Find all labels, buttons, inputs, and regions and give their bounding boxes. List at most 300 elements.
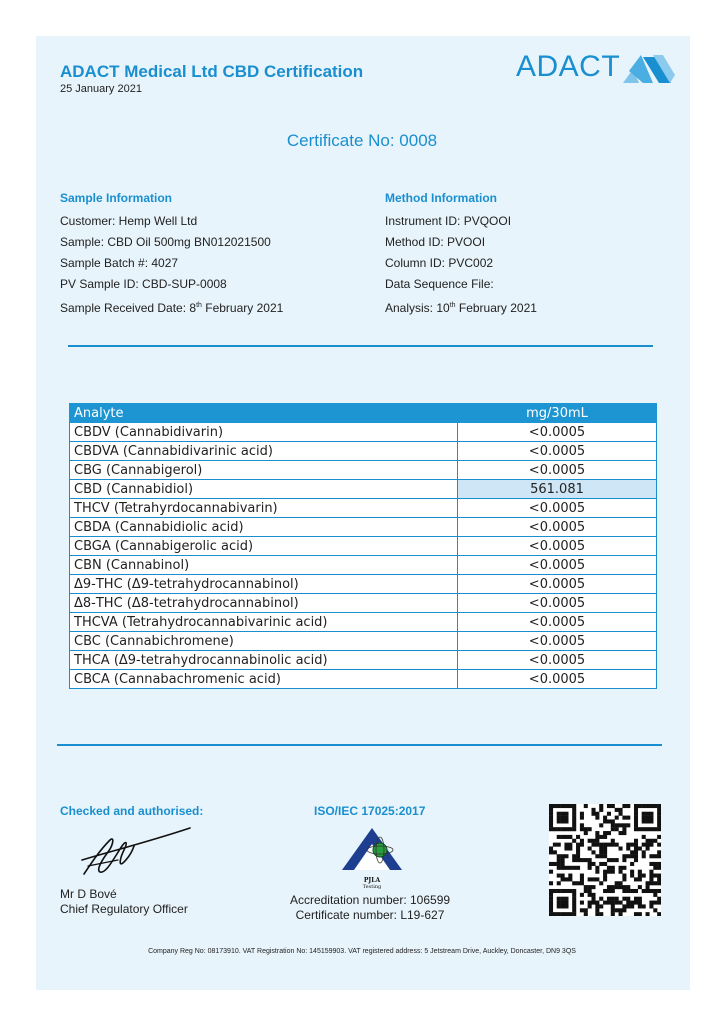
- qr-module: [549, 862, 553, 866]
- qr-module: [615, 908, 619, 912]
- qr-module: [619, 808, 623, 812]
- qr-module: [634, 804, 638, 808]
- qr-module: [564, 843, 568, 847]
- qr-module: [649, 862, 653, 866]
- qr-module: [622, 831, 626, 835]
- qr-module: [584, 827, 588, 831]
- batch-line: Sample Batch #: 4027: [60, 256, 179, 270]
- qr-module: [626, 843, 630, 847]
- table-row: [70, 499, 657, 518]
- qr-module: [611, 839, 615, 843]
- qr-module: [595, 839, 599, 843]
- qr-module: [657, 808, 661, 812]
- qr-module: [564, 897, 568, 901]
- qr-module: [630, 889, 634, 893]
- qr-module: [595, 866, 599, 870]
- qr-module: [549, 893, 553, 897]
- checked-heading: Checked and authorised:: [60, 804, 204, 818]
- qr-module: [657, 862, 661, 866]
- pv-sample-id-line: PV Sample ID: CBD-SUP-0008: [60, 277, 227, 291]
- qr-module: [549, 850, 553, 854]
- qr-module: [549, 908, 553, 912]
- qr-module: [564, 846, 568, 850]
- qr-module: [561, 912, 565, 916]
- qr-module: [653, 881, 657, 885]
- qr-module: [626, 901, 630, 905]
- table-row: [70, 594, 657, 613]
- qr-module: [642, 854, 646, 858]
- qr-module: [603, 877, 607, 881]
- qr-module: [599, 912, 603, 916]
- qr-module: [564, 819, 568, 823]
- value-cell: <0.0005: [458, 556, 657, 575]
- qr-module: [638, 804, 642, 808]
- qr-module: [572, 901, 576, 905]
- qr-module: [588, 866, 592, 870]
- qr-module: [626, 897, 630, 901]
- analyte-cell: CBD (Cannabidiol): [70, 480, 458, 499]
- qr-module: [649, 812, 653, 816]
- qr-module: [549, 901, 553, 905]
- qr-module: [611, 858, 615, 862]
- qr-module: [622, 866, 626, 870]
- qr-module: [599, 835, 603, 839]
- analyte-cell: THCVA (Tetrahydrocannabivarinic acid): [70, 613, 458, 632]
- qr-module: [607, 804, 611, 808]
- qr-module: [576, 843, 580, 847]
- qr-module: [653, 889, 657, 893]
- qr-module: [588, 846, 592, 850]
- qr-module: [607, 843, 611, 847]
- qr-module: [622, 874, 626, 878]
- qr-module: [591, 850, 595, 854]
- received-date-line: Sample Received Date: 8th February 2021: [60, 301, 284, 315]
- qr-module: [619, 870, 623, 874]
- qr-module: [622, 885, 626, 889]
- qr-module: [657, 850, 661, 854]
- qr-module: [622, 854, 626, 858]
- qr-module: [607, 889, 611, 893]
- qr-module: [584, 831, 588, 835]
- qr-module: [646, 912, 650, 916]
- qr-module: [657, 835, 661, 839]
- qr-module: [595, 831, 599, 835]
- table-row: [70, 461, 657, 480]
- qr-module: [603, 874, 607, 878]
- qr-module: [630, 901, 634, 905]
- value-cell-highlighted: 561.081: [458, 480, 657, 499]
- qr-module: [572, 881, 576, 885]
- qr-module: [584, 885, 588, 889]
- qr-module: [622, 889, 626, 893]
- qr-module: [619, 846, 623, 850]
- qr-module: [634, 901, 638, 905]
- qr-module: [615, 897, 619, 901]
- value-cell: <0.0005: [458, 613, 657, 632]
- qr-module: [584, 858, 588, 862]
- qr-module: [642, 827, 646, 831]
- value-cell: <0.0005: [458, 651, 657, 670]
- qr-module: [557, 866, 561, 870]
- qr-module: [557, 843, 561, 847]
- qr-module: [591, 897, 595, 901]
- qr-module: [615, 881, 619, 885]
- qr-module: [572, 858, 576, 862]
- qr-module: [607, 870, 611, 874]
- qr-module: [576, 866, 580, 870]
- qr-module: [549, 897, 553, 901]
- qr-module: [634, 912, 638, 916]
- qr-module: [657, 866, 661, 870]
- qr-module: [595, 901, 599, 905]
- qr-module: [591, 901, 595, 905]
- analyte-cell: CBDA (Cannabidiolic acid): [70, 518, 458, 537]
- qr-module: [603, 816, 607, 820]
- qr-module: [549, 812, 553, 816]
- qr-module: [657, 881, 661, 885]
- qr-module: [642, 812, 646, 816]
- qr-module: [553, 843, 557, 847]
- qr-module: [603, 831, 607, 835]
- qr-module: [599, 881, 603, 885]
- qr-module: [649, 816, 653, 820]
- qr-module: [564, 854, 568, 858]
- qr-module: [615, 901, 619, 905]
- qr-module: [622, 908, 626, 912]
- qr-module: [584, 908, 588, 912]
- qr-module: [634, 877, 638, 881]
- qr-module: [615, 858, 619, 862]
- qr-module: [634, 823, 638, 827]
- qr-module: [622, 877, 626, 881]
- qr-module: [611, 904, 615, 908]
- qr-module: [561, 819, 565, 823]
- qr-module: [580, 816, 584, 820]
- qr-module: [646, 881, 650, 885]
- qr-module: [630, 870, 634, 874]
- qr-module: [557, 819, 561, 823]
- qr-module: [568, 866, 572, 870]
- qr-module: [619, 812, 623, 816]
- qr-module: [549, 870, 553, 874]
- qr-module: [634, 839, 638, 843]
- qr-module: [572, 827, 576, 831]
- qr-module: [557, 874, 561, 878]
- qr-module: [572, 839, 576, 843]
- qr-module: [649, 843, 653, 847]
- qr-module: [557, 912, 561, 916]
- qr-module: [646, 819, 650, 823]
- qr-module: [603, 870, 607, 874]
- qr-module: [561, 889, 565, 893]
- table-row: [70, 613, 657, 632]
- qr-module: [657, 823, 661, 827]
- value-header: mg/30mL: [458, 404, 657, 423]
- qr-module: [595, 812, 599, 816]
- value-cell: <0.0005: [458, 499, 657, 518]
- qr-module: [649, 839, 653, 843]
- qr-module: [568, 846, 572, 850]
- qr-module: [591, 843, 595, 847]
- value-cell: <0.0005: [458, 537, 657, 556]
- qr-module: [646, 812, 650, 816]
- value-cell: <0.0005: [458, 594, 657, 613]
- table-row: [70, 480, 657, 499]
- qr-module: [603, 901, 607, 905]
- table-row: [70, 556, 657, 575]
- qr-module: [595, 904, 599, 908]
- analysis-date-line: Analysis: 10th February 2021: [385, 301, 537, 315]
- qr-module: [611, 889, 615, 893]
- value-cell: <0.0005: [458, 461, 657, 480]
- qr-module: [561, 854, 565, 858]
- qr-module: [572, 808, 576, 812]
- analyte-cell: CBGA (Cannabigerolic acid): [70, 537, 458, 556]
- qr-module: [638, 904, 642, 908]
- signatory-role: Chief Regulatory Officer: [60, 902, 188, 916]
- qr-module: [591, 885, 595, 889]
- qr-module: [564, 804, 568, 808]
- qr-module: [584, 912, 588, 916]
- accreditation-number: Accreditation number: 106599: [289, 893, 451, 907]
- qr-module: [619, 866, 623, 870]
- analyte-cell: CBCA (Cannabachromenic acid): [70, 670, 458, 689]
- qr-module: [653, 866, 657, 870]
- divider-bottom: [57, 744, 662, 746]
- qr-module: [603, 889, 607, 893]
- value-cell: <0.0005: [458, 518, 657, 537]
- qr-module: [619, 831, 623, 835]
- qr-module: [646, 827, 650, 831]
- qr-module: [634, 889, 638, 893]
- qr-module: [557, 862, 561, 866]
- qr-module: [572, 893, 576, 897]
- qr-module: [591, 808, 595, 812]
- qr-module: [591, 893, 595, 897]
- sample-information: [60, 191, 283, 319]
- value-cell: <0.0005: [458, 575, 657, 594]
- qr-module: [568, 843, 572, 847]
- method-heading: Method Information: [385, 191, 497, 205]
- qr-module: [572, 812, 576, 816]
- qr-module: [638, 874, 642, 878]
- pjla-sub: Testing: [362, 884, 382, 890]
- column-line: Column ID: PVC002: [385, 256, 494, 270]
- qr-module: [603, 862, 607, 866]
- qr-module: [657, 804, 661, 808]
- analyte-cell: Δ9-THC (Δ9-tetrahydrocannabinol): [70, 575, 458, 594]
- qr-module: [646, 885, 650, 889]
- qr-module: [599, 897, 603, 901]
- adact-logo: [516, 50, 676, 90]
- qr-module: [599, 808, 603, 812]
- qr-module: [580, 877, 584, 881]
- sequence-line: Data Sequence File:: [385, 277, 494, 291]
- qr-module: [634, 819, 638, 823]
- qr-module: [634, 812, 638, 816]
- iso-heading: ISO/IEC 17025:2017: [314, 804, 426, 818]
- qr-module: [657, 819, 661, 823]
- qr-module: [653, 862, 657, 866]
- qr-module: [564, 816, 568, 820]
- method-id-line: Method ID: PVOOI: [385, 235, 486, 249]
- table-row: [70, 442, 657, 461]
- qr-module: [638, 870, 642, 874]
- qr-module: [607, 858, 611, 862]
- qr-module: [561, 812, 565, 816]
- qr-module: [580, 901, 584, 905]
- qr-module: [580, 858, 584, 862]
- qr-module: [646, 839, 650, 843]
- qr-module: [611, 804, 615, 808]
- qr-module: [642, 850, 646, 854]
- qr-module: [619, 881, 623, 885]
- qr-module: [561, 897, 565, 901]
- qr-module: [630, 862, 634, 866]
- qr-module: [584, 804, 588, 808]
- document-title: ADACT Medical Ltd CBD Certification: [60, 62, 364, 81]
- qr-module: [634, 858, 638, 862]
- certificate-number: Certificate No: 0008: [286, 131, 438, 150]
- qr-module: [564, 877, 568, 881]
- qr-module: [657, 812, 661, 816]
- qr-module: [649, 819, 653, 823]
- qr-module: [564, 835, 568, 839]
- qr-module: [588, 901, 592, 905]
- qr-module: [611, 843, 615, 847]
- table-row: [70, 518, 657, 537]
- qr-module: [572, 889, 576, 893]
- qr-module: [646, 843, 650, 847]
- qr-module: [634, 808, 638, 812]
- signatory-name: Mr D Bové: [60, 887, 117, 901]
- qr-module: [595, 854, 599, 858]
- qr-module: [634, 816, 638, 820]
- qr-module: [576, 846, 580, 850]
- qr-module: [607, 812, 611, 816]
- qr-module: [646, 816, 650, 820]
- qr-module: [588, 885, 592, 889]
- instrument-line: Instrument ID: PVQOOI: [385, 214, 512, 228]
- qr-module: [588, 889, 592, 893]
- qr-module: [619, 901, 623, 905]
- analyte-cell: CBDV (Cannabidivarin): [70, 423, 458, 442]
- qr-module: [615, 808, 619, 812]
- qr-module: [557, 904, 561, 908]
- qr-module: [611, 823, 615, 827]
- qr-module: [615, 816, 619, 820]
- qr-module: [588, 893, 592, 897]
- qr-module: [599, 843, 603, 847]
- qr-module: [588, 839, 592, 843]
- qr-module: [568, 877, 572, 881]
- qr-module: [561, 816, 565, 820]
- qr-module: [649, 881, 653, 885]
- qr-module: [580, 839, 584, 843]
- certificate-number-footer: Certificate number: L19-627: [295, 908, 445, 922]
- qr-module: [580, 908, 584, 912]
- qr-module: [626, 816, 630, 820]
- qr-module: [657, 854, 661, 858]
- qr-module: [564, 827, 568, 831]
- qr-module: [603, 854, 607, 858]
- qr-module: [622, 904, 626, 908]
- qr-module: [611, 870, 615, 874]
- qr-module: [557, 881, 561, 885]
- qr-module: [649, 901, 653, 905]
- qr-module: [580, 823, 584, 827]
- qr-module: [564, 812, 568, 816]
- qr-module: [580, 843, 584, 847]
- qr-module: [626, 889, 630, 893]
- qr-module: [599, 904, 603, 908]
- qr-module: [572, 912, 576, 916]
- qr-module: [622, 804, 626, 808]
- qr-module: [595, 912, 599, 916]
- qr-module: [622, 816, 626, 820]
- qr-module: [576, 854, 580, 858]
- analyte-cell: CBN (Cannabinol): [70, 556, 458, 575]
- qr-module: [572, 866, 576, 870]
- qr-module: [626, 854, 630, 858]
- analyte-header: Analyte: [70, 404, 458, 423]
- value-cell: <0.0005: [458, 632, 657, 651]
- qr-module: [653, 908, 657, 912]
- qr-module: [572, 908, 576, 912]
- qr-module: [607, 866, 611, 870]
- qr-code-graphic: [549, 804, 661, 916]
- qr-module: [568, 874, 572, 878]
- qr-module: [576, 835, 580, 839]
- qr-module: [572, 819, 576, 823]
- qr-module: [572, 816, 576, 820]
- company-registration: Company Reg No: 08173910. VAT Registration No: 145159903. VAT registered address: 5 Jetstream Drive, Auckley, Doncaster, DN9 3QS: [148, 948, 576, 955]
- qr-module: [576, 850, 580, 854]
- qr-module: [549, 804, 553, 808]
- value-cell: <0.0005: [458, 442, 657, 461]
- qr-module: [557, 812, 561, 816]
- qr-module: [653, 804, 657, 808]
- qr-module: [580, 881, 584, 885]
- qr-module: [649, 804, 653, 808]
- qr-module: [588, 858, 592, 862]
- qr-module: [553, 862, 557, 866]
- analyte-cell: CBC (Cannabichromene): [70, 632, 458, 651]
- qr-module: [619, 823, 623, 827]
- qr-module: [549, 904, 553, 908]
- qr-module: [622, 897, 626, 901]
- qr-module: [649, 877, 653, 881]
- qr-module: [561, 901, 565, 905]
- qr-module: [626, 885, 630, 889]
- qr-module: [568, 835, 572, 839]
- qr-module: [630, 850, 634, 854]
- qr-module: [549, 889, 553, 893]
- qr-module: [599, 804, 603, 808]
- qr-module: [549, 912, 553, 916]
- qr-module: [603, 835, 607, 839]
- method-information: [385, 191, 537, 319]
- qr-module: [595, 870, 599, 874]
- table-row: [70, 537, 657, 556]
- qr-module: [657, 912, 661, 916]
- qr-module: [657, 874, 661, 878]
- qr-module: [588, 904, 592, 908]
- qr-module: [638, 901, 642, 905]
- table-header-row: [70, 404, 657, 423]
- table-row: [70, 670, 657, 689]
- qr-module: [642, 889, 646, 893]
